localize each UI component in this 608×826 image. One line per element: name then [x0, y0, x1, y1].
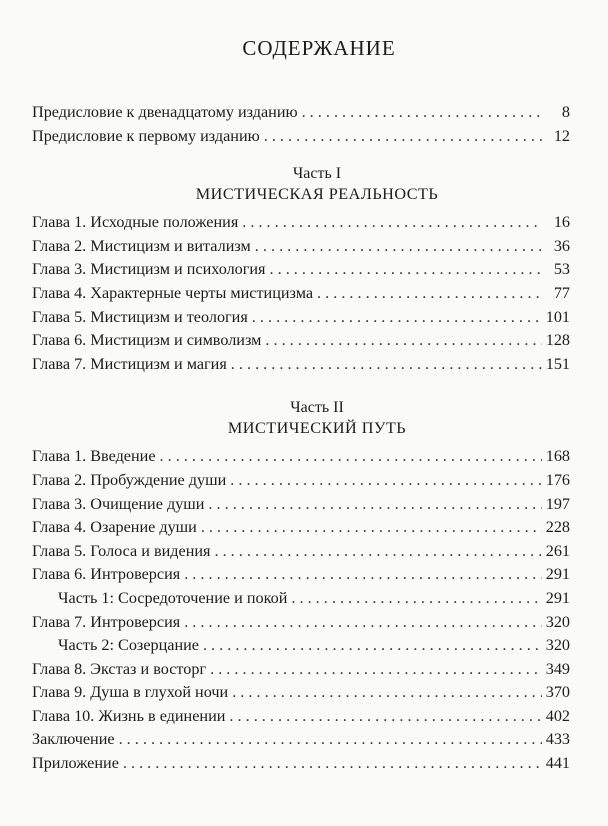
- toc-entry[interactable]: [32, 306, 570, 330]
- toc-leader-dots: [230, 469, 541, 493]
- toc-entry-page: 320: [545, 636, 570, 655]
- toc-entry[interactable]: [32, 728, 570, 752]
- toc-entry-label: Предисловие к первому изданию: [32, 126, 260, 145]
- toc-intro-list: [32, 101, 570, 148]
- part2-heading: [48, 398, 586, 439]
- toc-entry-label: Глава 7. Мистицизм и магия: [32, 354, 227, 373]
- toc-entry-page: 168: [545, 447, 570, 466]
- toc-entry-label: Глава 5. Мистицизм и теология: [32, 307, 248, 326]
- toc-entry-page: 441: [545, 754, 570, 773]
- toc-entry[interactable]: [32, 211, 570, 235]
- toc-entry[interactable]: [32, 469, 570, 493]
- toc-entry-page: 291: [545, 565, 570, 584]
- toc-leader-dots: [270, 258, 542, 282]
- part1-title: МИСТИЧЕСКАЯ РЕАЛЬНОСТЬ: [195, 185, 439, 204]
- toc-leader-dots: [255, 235, 542, 259]
- toc-leader-dots: [317, 282, 542, 306]
- toc-entry-page: 228: [545, 518, 570, 537]
- toc-leader-dots: [242, 211, 542, 235]
- toc-leader-dots: [232, 681, 542, 705]
- toc-entry[interactable]: [32, 445, 570, 469]
- toc-entry-label: Глава 9. Душа в глухой ночи: [32, 683, 229, 702]
- part1-number: Часть I: [292, 165, 342, 183]
- toc-entry-page: 77: [553, 283, 570, 302]
- toc-subentry[interactable]: [32, 634, 570, 658]
- toc-entry[interactable]: [32, 235, 570, 259]
- toc-title: СОДЕРЖАНИЕ: [242, 36, 396, 60]
- part2-entry-list: [32, 445, 570, 775]
- toc-entry-label: Глава 2. Мистицизм и витализм: [32, 236, 251, 255]
- part1-heading: [48, 164, 586, 205]
- toc-entry[interactable]: [32, 125, 570, 149]
- toc-entry-page: 16: [553, 213, 570, 232]
- toc-entry[interactable]: [32, 258, 570, 282]
- toc-entry-page: 291: [545, 588, 570, 607]
- toc-entry-page: 349: [545, 659, 570, 678]
- toc-entry-page: 402: [545, 706, 570, 725]
- toc-entry-page: 370: [545, 683, 570, 702]
- toc-entry-label: Глава 3. Мистицизм и психология: [32, 260, 266, 279]
- toc-entry-page: 176: [545, 470, 570, 489]
- toc-entry-page: 197: [545, 494, 570, 513]
- toc-subentry[interactable]: [32, 587, 570, 611]
- toc-entry-label: Часть 2: Созерцание: [58, 636, 199, 655]
- toc-leader-dots: [123, 752, 542, 776]
- toc-entry-page: 36: [553, 236, 570, 255]
- toc-entry-label: Глава 2. Пробуждение души: [32, 470, 227, 489]
- toc-leader-dots: [229, 705, 541, 729]
- toc-entry[interactable]: [32, 493, 570, 517]
- toc-entry[interactable]: [32, 353, 570, 377]
- toc-entry-label: Глава 6. Мистицизм и символизм: [32, 331, 262, 350]
- toc-entry-label: Глава 8. Экстаз и восторг: [32, 659, 207, 678]
- toc-leader-dots: [231, 353, 542, 377]
- toc-leader-dots: [214, 540, 541, 564]
- part2-title: МИСТИЧЕСКИЙ ПУТЬ: [227, 419, 407, 438]
- toc-leader-dots: [210, 658, 542, 682]
- toc-leader-dots: [252, 306, 542, 330]
- toc-entry[interactable]: [32, 540, 570, 564]
- toc-page: [32, 36, 570, 776]
- toc-entry-label: Глава 4. Озарение души: [32, 518, 197, 537]
- toc-leader-dots: [184, 611, 542, 635]
- toc-entry-label: Глава 5. Голоса и видения: [32, 541, 211, 560]
- toc-leader-dots: [291, 587, 541, 611]
- toc-leader-dots: [119, 728, 542, 752]
- toc-entry-label: Глава 3. Очищение души: [32, 494, 205, 513]
- toc-entry[interactable]: [32, 563, 570, 587]
- toc-entry-label: Глава 7. Интроверсия: [32, 612, 181, 631]
- toc-entry[interactable]: [32, 752, 570, 776]
- toc-entry-page: 151: [545, 354, 570, 373]
- toc-leader-dots: [201, 516, 542, 540]
- toc-leader-dots: [302, 101, 542, 125]
- toc-entry-label: Заключение: [32, 730, 115, 749]
- toc-leader-dots: [208, 493, 541, 517]
- toc-leader-dots: [264, 125, 542, 149]
- toc-entry[interactable]: [32, 658, 570, 682]
- toc-entry-page: 53: [553, 260, 570, 279]
- toc-entry[interactable]: [32, 329, 570, 353]
- toc-entry-label: Часть 1: Сосредоточение и покой: [58, 588, 288, 607]
- toc-entry-page: 128: [545, 331, 570, 350]
- toc-entry[interactable]: [32, 282, 570, 306]
- toc-entry[interactable]: [32, 611, 570, 635]
- toc-entry-page: 101: [545, 307, 570, 326]
- toc-entry-page: 8: [561, 103, 570, 121]
- toc-leader-dots: [184, 563, 542, 587]
- toc-leader-dots: [265, 329, 541, 353]
- toc-entry[interactable]: [32, 516, 570, 540]
- toc-entry-page: 320: [545, 612, 570, 631]
- toc-entry-label: Глава 1. Введение: [32, 447, 156, 466]
- toc-entry-label: Глава 4. Характерные черты мистицизма: [32, 283, 314, 302]
- toc-entry-label: Приложение: [32, 754, 119, 773]
- part1-entry-list: [32, 211, 570, 376]
- toc-entry-label: Глава 10. Жизнь в единении: [32, 706, 226, 725]
- toc-entry[interactable]: [32, 681, 570, 705]
- toc-entry-label: Предисловие к двенадцатому изданию: [32, 103, 298, 121]
- toc-leader-dots: [160, 445, 542, 469]
- toc-entry-page: 12: [553, 126, 570, 145]
- toc-entry[interactable]: [32, 705, 570, 729]
- toc-leader-dots: [203, 634, 542, 658]
- toc-entry[interactable]: [32, 101, 570, 125]
- toc-entry-page: 433: [545, 730, 570, 749]
- toc-entry-label: Глава 1. Исходные положения: [32, 213, 239, 232]
- part2-number: Часть II: [290, 399, 344, 417]
- toc-entry-page: 261: [545, 541, 570, 560]
- toc-entry-label: Глава 6. Интроверсия: [32, 565, 181, 584]
